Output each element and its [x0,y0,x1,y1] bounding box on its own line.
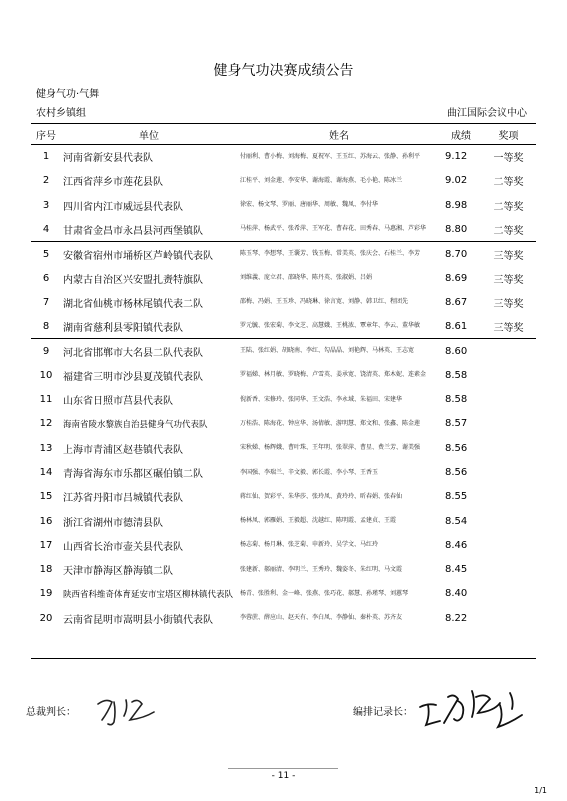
cell-names: 付丽利、曹小梅、刘海梅、夏祝军、王玉红、苏海云、张静、孙利平 [240,152,421,160]
cell-seq: 10 [39,369,53,381]
table-bottom-rule [31,658,536,659]
cell-award [481,485,536,509]
cell-unit: 甘肃省金昌市永昌县河西堡镇队 [63,225,203,237]
recorder-signature [414,683,534,733]
table-row [31,582,536,606]
cell-score: 8.45 [445,564,468,576]
cell-seq: 20 [39,612,53,624]
table-row [31,460,536,484]
cell-unit: 江苏省丹阳市吕城镇代表队 [63,493,183,505]
chief-judge-signature [92,690,172,730]
cell-score: 8.61 [445,320,468,332]
cell-unit: 安徽省宿州市埇桥区芦岭镇代表队 [61,242,237,266]
cell-award [481,436,536,460]
cell-unit: 山东省日照市莒县代表队 [63,396,173,408]
cell-score: 8.56 [445,442,468,454]
table-row [31,606,536,630]
cell-score: 8.40 [445,588,468,600]
cell-score: 8.22 [445,612,468,624]
cell-award [481,460,536,484]
cell-seq: 18 [39,564,53,576]
cell-score: 8.60 [441,339,481,363]
cell-names: 徐宏、杨文琴、罗丽、唐丽华、周敏、魏凤、李付华 [240,201,379,209]
cell-score: 8.57 [445,418,468,430]
cell-score: 8.56 [445,467,468,478]
cell-award [481,533,536,557]
cell-score: 8.54 [445,515,468,527]
header-unit: 单位 [61,124,237,145]
cell-names: 杨林凤、郭雁娟、王毅超、沈越红、陈明霞、孟建贞、王霞 [240,517,397,525]
page-number-rule [228,768,338,769]
cell-unit: 福建省三明市沙县夏茂镇代表队 [63,371,203,383]
cell-names: 倪新香、宋修玲、张同华、王文浩、李永域、朱福田、宋建华 [240,395,403,403]
cell-award: 三等奖 [493,298,524,310]
cell-names: 蒋红仙、贺彩平、朱华莎、张玲凤、黄玲玲、昕春娟、张春仙 [240,492,403,500]
table-row [31,558,536,582]
results-table [31,123,536,630]
table-row [31,290,536,314]
cell-score: 8.67 [445,296,468,308]
cell-unit: 云南省昆明市嵩明县小街镇代表队 [63,614,213,626]
cell-names: 罗元毓、张宏菊、李文芝、高慧娥、王桃浓、覃章年、李云、董华敏 [240,322,421,330]
cell-seq: 13 [39,442,53,454]
cell-unit: 浙江省湖州市德清县队 [63,517,163,529]
chief-judge-label: 总裁判长： [26,707,76,718]
cell-award [481,363,536,387]
cell-seq: 6 [42,272,50,284]
cell-award [481,606,536,630]
cell-seq: 12 [39,418,53,430]
cell-unit: 海南省陵水黎族自治县健身气功代表队 [63,419,208,430]
table-row [31,193,536,217]
cell-award: 三等奖 [481,242,536,266]
cell-award: 三等奖 [493,274,524,286]
cell-unit: 内蒙古自治区兴安盟扎赉特旗队 [63,274,203,286]
cell-unit: 湖南省慈利县零阳镇代表队 [63,322,183,334]
cell-seq: 5 [31,242,61,266]
group-name: 农村乡镇组 [36,108,86,119]
table-row [31,412,536,436]
cell-names: 张建新、郝丽清、李明兰、王秀玲、魏姿冬、朱红明、马文霞 [240,565,403,573]
table-row [31,387,536,411]
table-row [31,315,536,339]
cell-names: 陈玉琴、李想琴、王囊芳、钱玉梅、常美英、张庆会、石桂兰、李芳 [237,242,441,266]
cell-score: 9.12 [445,151,468,163]
cell-score: 8.98 [445,199,468,211]
cell-unit: 江西省萍乡市莲花县队 [63,177,163,189]
cell-names: 刘维義、庞立君、邵晓华、陈丹英、张淑娟、吕娟 [240,274,373,282]
header-seq: 序号 [31,124,61,145]
cell-award [481,582,536,606]
table-row [31,217,536,241]
results-table-body [31,145,536,631]
cell-award: 二等奖 [493,177,524,189]
cell-seq: 15 [39,491,53,503]
table-row [31,533,536,557]
cell-unit: 四川省内江市威远县代表队 [63,201,183,213]
cell-unit: 陕西省科维奇体育延安市宝塔区柳林镇代表队 [63,589,234,600]
cell-names: 邵梅、冯娟、王玉珍、冯晓琳、徐言宽、刘静、韩卫红、程团先 [240,298,409,306]
cell-score: 8.80 [445,223,468,235]
cell-score: 9.02 [445,175,468,187]
cell-unit: 天津市静海区静海镇二队 [63,566,173,578]
cell-score: 8.70 [441,242,481,266]
page-title: 健身气功决赛成绩公告 [213,63,354,79]
cell-seq: 1 [42,151,50,163]
table-row [31,363,536,387]
cell-seq: 16 [39,515,53,527]
cell-unit: 河南省新安县代表队 [63,153,153,165]
cell-names: 杨青、张胜利、金一峰、张燕、张巧花、郝慧、孙瑾琴、刘蕙琴 [240,589,409,597]
cell-unit: 青海省海东市乐都区碾伯镇二队 [63,469,203,480]
cell-names: 万桂浩、陈海花、钟应华、汤倩敏、游明慧、郑文和、张鑫、陈金莲 [240,419,421,427]
cell-seq: 4 [42,223,50,235]
cell-award: 一等奖 [493,153,524,165]
header-score: 成绩 [441,124,481,145]
cell-seq: 2 [42,175,50,187]
cell-unit: 湖北省仙桃市杨林尾镇代表二队 [63,298,203,310]
page-number: - 11 - [271,771,296,781]
cell-award [481,387,536,411]
table-row [31,339,536,363]
cell-unit: 山西省长治市壶关县代表队 [63,541,183,553]
cell-names: 李蓉蔗、薛应山、赵天有、李白凤、李静仙、秦朴英、苏齐友 [240,614,403,622]
cell-seq: 11 [39,394,53,406]
cell-names: 李国强、李瑞兰、辛文毅、郭长霞、李小琴、王香玉 [240,468,379,476]
cell-seq: 14 [39,467,53,478]
venue-name: 曲江国际会议中心 [447,108,527,119]
cell-names: 宋秋娣、杨辉娥、曹叶珠、王年明、张翠萍、曹星、费兰芳、谢美强 [240,444,421,452]
cell-score: 8.58 [445,394,468,406]
cell-award: 二等奖 [493,201,524,213]
cell-award [481,339,536,363]
cell-award: 三等奖 [493,322,524,334]
cell-award [481,412,536,436]
cell-names: 杨志菊、杨月琳、张芝菊、申新玲、吴学文、马红玲 [240,541,379,549]
table-row [31,436,536,460]
cell-seq: 3 [42,199,50,211]
cell-names: 江桂平、刘金莲、李安华、谢海霞、谢海燕、毛小艳、陈冰兰 [240,176,403,184]
header-names: 姓名 [237,124,441,145]
cell-names: 马桂萍、杨武平、张希萍、王军花、曹春花、田秀春、马惠湘、芦彩华 [240,225,427,233]
cell-score: 8.55 [445,491,468,503]
cell-award: 二等奖 [493,225,524,237]
table-header-row [31,124,536,145]
recorder-label: 编排记录长： [353,707,413,718]
cell-seq: 9 [31,339,61,363]
cell-award [481,509,536,533]
table-row [31,145,536,169]
cell-seq: 17 [39,539,53,551]
cell-names: 罗福娣、林月敏、罗晓梅、卢雪英、姜承宽、饶清英、郑木妮、连素金 [240,371,427,379]
table-row [31,485,536,509]
cell-seq: 19 [39,588,53,600]
cell-unit: 河北省邯郸市大名县二队代表队 [61,339,237,363]
cell-award [481,558,536,582]
cell-score: 8.58 [445,369,468,381]
cell-seq: 8 [42,320,50,332]
cell-score: 8.69 [445,272,468,284]
event-name: 健身气功·气舞 [36,89,100,100]
page-count: 1/1 [534,786,547,795]
header-award: 奖项 [481,124,536,145]
table-row [31,169,536,193]
table-row [31,266,536,290]
cell-unit: 上海市青浦区赵巷镇代表队 [63,444,183,456]
cell-names: 王陆、张红娟、胡晓南、李红、勾晶晶、刘艳辉、马林英、王志宽 [237,339,441,363]
table-row [31,242,536,266]
table-row [31,509,536,533]
cell-score: 8.46 [445,539,468,551]
cell-seq: 7 [42,296,50,308]
